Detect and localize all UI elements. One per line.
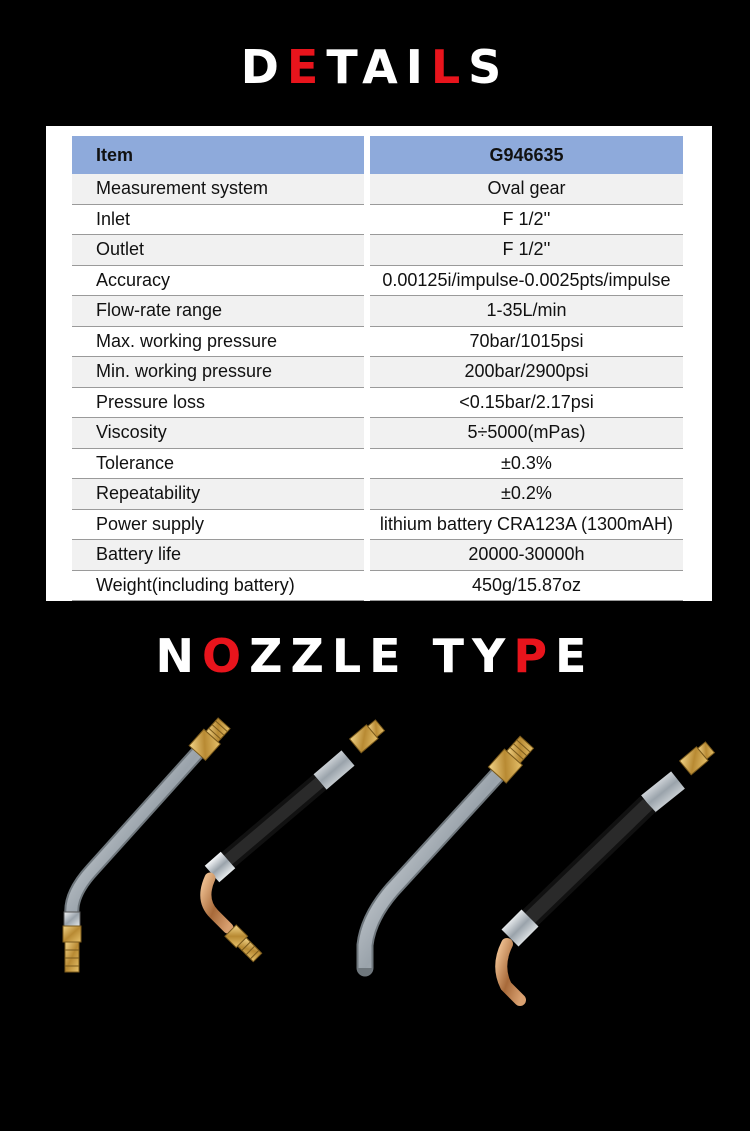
details-letter: A (362, 40, 406, 94)
nozzle-type-heading (0, 629, 750, 683)
details-letter: I (405, 40, 431, 94)
nozzle-letter: Z (290, 629, 332, 683)
header-item: Item (72, 136, 364, 174)
row-label: Tolerance (72, 448, 364, 479)
header-model: G946635 (370, 136, 683, 174)
rigid-nozzle-bent-tip (63, 716, 232, 972)
row-label: Inlet (72, 204, 364, 235)
row-value: 70bar/1015psi (370, 326, 683, 357)
row-label: Weight(including battery) (72, 570, 364, 601)
table-row (72, 387, 683, 418)
details-letter: S (468, 40, 510, 94)
details-letter: D (240, 40, 287, 94)
row-label: Accuracy (72, 265, 364, 296)
row-value: Oval gear (370, 174, 683, 204)
nozzle-letter: E (369, 629, 409, 683)
row-label: Max. working pressure (72, 326, 364, 357)
row-label: Power supply (72, 509, 364, 540)
row-value: lithium battery CRA123A (1300mAH) (370, 509, 683, 540)
nozzle-letter: O (202, 629, 250, 683)
table-row (72, 357, 683, 388)
row-value: <0.15bar/2.17psi (370, 387, 683, 418)
nozzle-letter: Z (249, 629, 291, 683)
table-header-row (72, 136, 683, 174)
nozzle-letter (409, 629, 433, 683)
details-heading (0, 40, 750, 94)
table-row (72, 479, 683, 510)
row-label: Measurement system (72, 174, 364, 204)
row-value: 20000-30000h (370, 540, 683, 571)
spec-table-panel (46, 126, 712, 601)
details-letter: E (286, 40, 327, 94)
details-letter: L (430, 40, 469, 94)
table-row (72, 204, 683, 235)
row-label: Flow-rate range (72, 296, 364, 327)
row-label: Viscosity (72, 418, 364, 449)
row-value: ±0.3% (370, 448, 683, 479)
table-row (72, 326, 683, 357)
row-label: Pressure loss (72, 387, 364, 418)
row-value: ±0.2% (370, 479, 683, 510)
details-letter: T (326, 40, 363, 94)
table-row (72, 174, 683, 204)
row-value: 5÷5000(mPas) (370, 418, 683, 449)
row-label: Outlet (72, 235, 364, 266)
nozzle-letter: P (513, 629, 556, 683)
row-label: Repeatability (72, 479, 364, 510)
row-label: Min. working pressure (72, 357, 364, 388)
table-row (72, 509, 683, 540)
table-row (72, 448, 683, 479)
flexible-hose-nozzle-hook-tip (501, 740, 715, 1000)
row-value: F 1/2'' (370, 204, 683, 235)
nozzle-letter: E (555, 629, 595, 683)
table-row (72, 235, 683, 266)
row-value: 1-35L/min (370, 296, 683, 327)
spec-table (72, 136, 683, 601)
row-value: 200bar/2900psi (370, 357, 683, 388)
nozzle-letter: Y (472, 629, 514, 683)
nozzle-images (0, 700, 750, 1020)
row-value: 0.00125i/impulse-0.0025pts/impulse (370, 265, 683, 296)
nozzle-letter: T (432, 629, 472, 683)
row-value: 450g/15.87oz (370, 570, 683, 601)
table-row (72, 418, 683, 449)
table-row (72, 540, 683, 571)
table-row (72, 570, 683, 601)
nozzle-letter: N (155, 629, 203, 683)
row-value: F 1/2'' (370, 235, 683, 266)
flexible-hose-nozzle-angled-tip (206, 718, 386, 963)
row-label: Battery life (72, 540, 364, 571)
nozzle-letter: L (331, 629, 370, 683)
table-row (72, 296, 683, 327)
table-row (72, 265, 683, 296)
